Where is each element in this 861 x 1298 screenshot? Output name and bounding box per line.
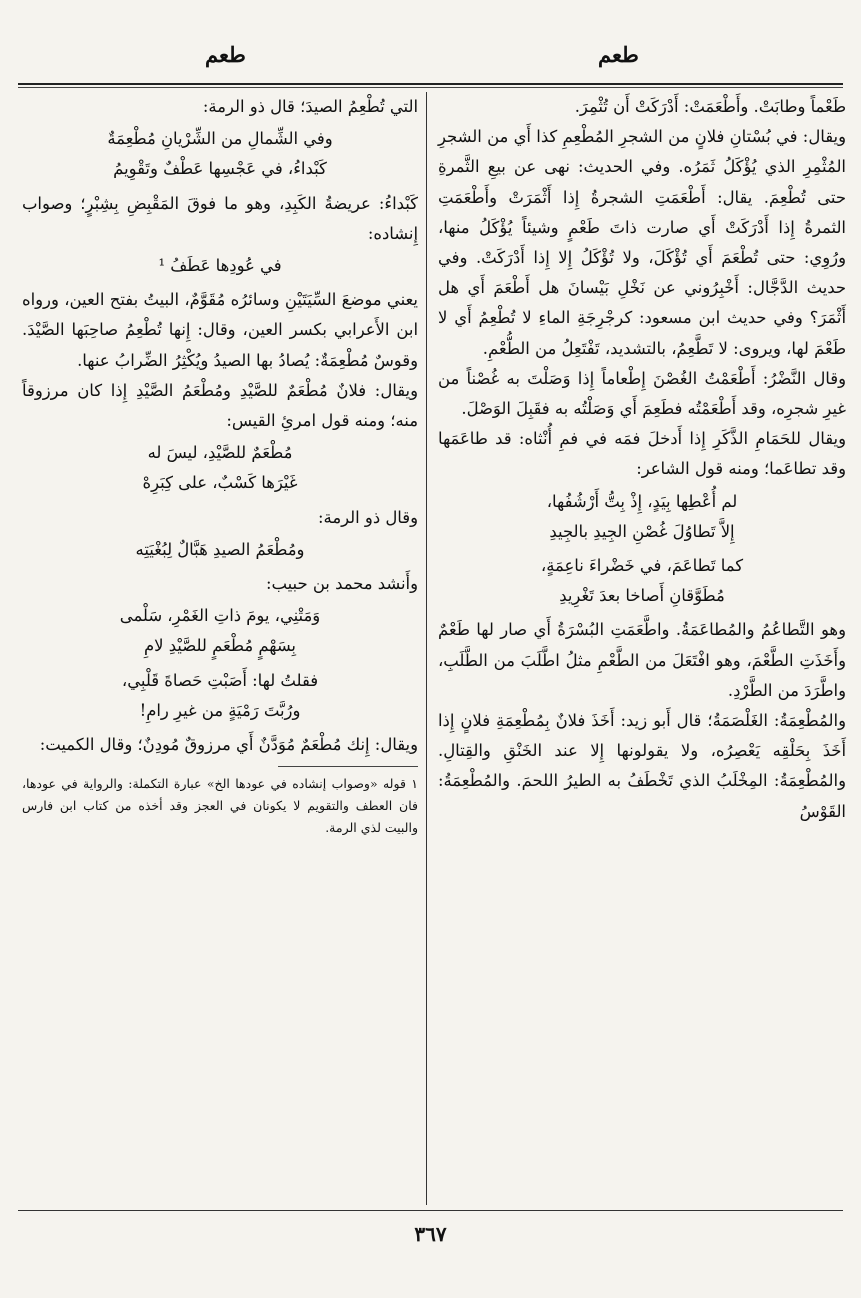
right-column: [438, 92, 846, 827]
verse-line: لم أُعْطِها بِيَدٍ، إِذْ بِتُّ أَرْشُفُها،: [546, 491, 738, 511]
verse-line: بِسَهْمٍ مُطْعَمٍ للصَّيْدِ لامِ: [144, 636, 296, 656]
verse-line: غَيْرَها كَسْبٌ، على كِبَرِهْ: [142, 473, 298, 493]
verse-line: فقلتُ لها: أَصَبْتِ حَصاةَ قَلْبِي،: [121, 670, 319, 690]
paragraph: وأَنشد محمد بن حبيب:: [265, 574, 418, 594]
header-rule-thin: [18, 87, 843, 88]
paragraph: يعني موضعَ السِّيَتَيْنِ وسائرُه مُقَوَّمٌ، البيتُ بفتح العين، ورواه ابن الأَعرابي بكسر العين، وقال: إِنها تُطْعِمُ صاحِبَها الصَّيْدَ. وقوسٌ مُطْعِمَةٌ: يُصادُ بها الصيدُ ويُكْثِرُ الضِّرابُ عنها.: [22, 290, 418, 370]
verse-block: [22, 535, 418, 565]
paragraph: وقال النَّضْرُ: أَطْعَمْتُ الغُصْنَ إِطْعاماً إِذا وَصَلْتَ به غُصْناً من غيرِ شجرِه، وقد أَطْعَمْتُه فطَعِمَ أَي وَصَلْتُه به فقَبِلَ الوَصْلَ.: [438, 368, 846, 419]
paragraph: وقال ذو الرمة:: [318, 507, 418, 527]
verse-line: مُطْعَمٌ للصَّيْدِ، ليسَ له: [147, 443, 293, 463]
verse-line: كَبْداءُ، في عَجْسِها عَطْفٌ وتَقْوِيمُ: [113, 159, 327, 179]
left-column: [22, 92, 418, 839]
paragraph: ويقال: إِنك مُطْعَمٌ مُوَدَّنٌ أَي مرزوقٌ مُودِنٌ؛ وقال الكميت:: [39, 735, 418, 755]
paragraph: كَبْداءُ: عريضةُ الكَبِدِ، وهو ما فوقَ المَقْبِضِ بِشِبْرٍ؛ وصواب إِنشاده:: [22, 193, 418, 243]
verse-block: [22, 124, 418, 184]
footnote-separator: [278, 766, 418, 767]
verse-line: ورُبَّتَ رَمْيَةٍ من غيرِ رامِ!: [139, 700, 301, 720]
paragraph: ويقال: في بُسْتانِ فلانٍ من الشجرِ المُطْعِمِ كذا أَي من الشجرِ المُثْمِرِ الذي يُؤْكَلُ ثَمَرُه. وفي الحديث: نهى عن بيعِ الثَّمرةِ حتى تُطْعِمَ. يقال: أَطْعَمَتِ الشجرةُ إِذا أَثْمَرَتْ وأَطْعَمَتِ الثمرةُ إِذا أَدْرَكَتْ أَي صارت ذاتَ طَعْمٍ وشيئاً يُؤْكَلُ منها، ورُوِي: حتى تُطْعَمَ أَي تُؤْكَلَ، ولا تُؤْكَلُ إِلا إِذا أَدْرَكَتْ. وفي حديث الدَّجَّال: أَخْبِرُوني عن نَخْلِ بَيْسانَ هل أَطْعَمَ أَي هل أَثْمَرَ؟ وفي حديث ابن مسعود: كرجْرِجَةِ الماءِ لا تُطْعِمُ أَي لا طَعْمَ لها، ويروى: لا تَطَّعِمُ، بالتشديد، تَفْتَعِلُ من الطُّعْمِ.: [438, 127, 846, 358]
verse-line: في عُودِها عَطَفُ ¹: [158, 256, 282, 276]
verse-block: [438, 487, 846, 547]
verse-block: [22, 601, 418, 661]
verse-block: [438, 551, 846, 611]
paragraph: التي تُطْعِمُ الصيدَ؛ قال ذو الرمة:: [202, 97, 418, 116]
paragraph: طَعْماً وطابَتْ. وأَطْعَمَتْ: أَدْرَكَتْ أَن تُثْمِرَ.: [574, 97, 846, 116]
verse-block: [22, 251, 418, 281]
header-keyword-right: طعم: [598, 42, 639, 67]
header-rule: [18, 83, 843, 85]
paragraph: ويقال للحَمَامِ الذَّكَرِ إِذا أَدخلَ فمَه في فمِ أُنْثاه: قد طاعَمَها وقد تطاعَما؛ ومنه قول الشاعر:: [438, 429, 846, 479]
verse-block: [22, 438, 418, 498]
footnote: ١ قوله «وصواب إنشاده في عودها الخ» عبارة التكملة: والرواية في عودها، فان العطف والتقويم لا يكونان في العجز وقد أخذه من كتاب ابن فارس والبيت لذي الرمة.: [22, 776, 418, 836]
verse-line: وفي الشِّمالِ من الشِّرْيانِ مُطْعِمَةٌ: [107, 129, 333, 149]
verse-line: إِلاَّ تَطاوُلَ غُصْنِ الجِيدِ بالجِيدِ: [549, 521, 735, 541]
verse-line: وَمَتْنِي، يومَ ذاتِ الغَمْرِ، سَلْمى: [119, 606, 321, 626]
paragraph: ويقال: فلانٌ مُطْعَمٌ للصَّيْدِ ومُطْعَمُ الصَّيْدِ إِذا كان مرزوقاً منه؛ ومنه قول امرئِ القيس:: [22, 380, 418, 431]
verse-line: مُطَوَّقانِ أَصاخا بعدَ تَغْرِيدِ: [559, 586, 725, 606]
page-number: ٣٦٧: [414, 1222, 447, 1246]
verse-block: [22, 666, 418, 726]
paragraph: وهو التَّطاعُمُ والمُطاعَمَةُ. واطَّعَمَتِ البُسْرَةُ أَي صار لها طَعْمٌ وأَخَذَتِ الطَّعْمَ، وهو افْتَعَلَ من الطَّعْمِ مثلُ اطَّلَبَ من الطَّلَبِ، واطَّرَدَ من الطَّرْدِ.: [438, 620, 846, 700]
column-divider: [426, 92, 427, 1205]
verse-line: ومُطْعَمُ الصيدِ هَبَّالٌ لِبُغْيَتِه: [135, 539, 305, 559]
header-keyword-left: طعم: [205, 42, 246, 67]
paragraph: والمُطْعِمَةُ: الغَلْصَمَةُ؛ قال أَبو زيد: أَخَذَ فلانٌ بِمُطْعِمَةِ فلانٍ إِذا أَخَذَ بِحَلْقِه يَعْصِرُه، ولا يقولونها إِلا عند الخَنْقِ والقِتالِ. والمُطْعِمَةُ: المِخْلَبُ الذي تَخْطَفُ به الطيرُ اللحمَ. والمُطْعِمَةُ: القَوْسُ: [438, 711, 846, 821]
verse-line: كما تَطاعَمَ، في خَضْراءَ ناعِمَةٍ،: [540, 556, 744, 576]
footer-rule: [18, 1210, 843, 1211]
